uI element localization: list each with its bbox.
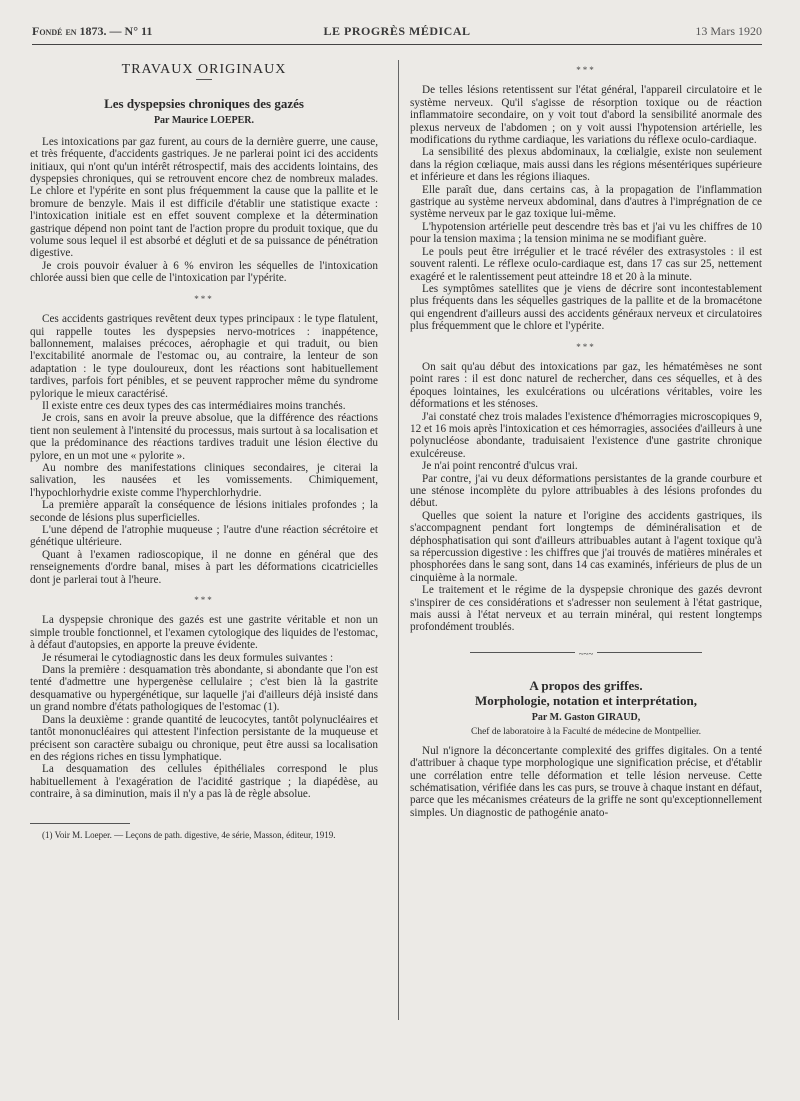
paragraph: Quant à l'examen radioscopique, il ne donne en général que des renseignements d'ordre banal, mises à part les déformations cicatricielles dont je parlerai tout à l'heure. (30, 548, 378, 586)
section-heading: TRAVAUX ORIGINAUX (30, 64, 378, 80)
header-date: 13 Mars 1920 (695, 24, 762, 38)
paragraph: On sait qu'au début des intoxications par gaz, les hématémèses ne sont point rares : il est donc naturel de rechercher, dans ces séquelles, et à des époques lointaines, les exulcérations ou ulcérations véritables, voire les déformations et les sténoses. (410, 360, 762, 411)
article-title: Les dyspepsies chroniques des gazés (104, 96, 304, 112)
paragraph: Dans la deuxième : grande quantité de leucocytes, tantôt polynucléaires et tantôt mononucléaires qui attestent l'infection persistante de la muqueuse et précisent son caractère subaigu ou chronique, peut être aussi sa localisation en des régions riches en tissu lymphatique. (30, 713, 378, 763)
paragraph: Au nombre des manifestations cliniques secondaires, je citerai la salivation, les nausées et les vomissements. Chimiquement, l'hypochlorhydrie existe comme l'hyperchlorhydrie. (30, 461, 378, 499)
section-stars: *** (194, 595, 214, 606)
paragraph: La première apparaît la conséquence de lésions initiales profondes ; la seconde de lésions plus superficielles. (30, 499, 378, 524)
paragraph: L'hypotension artérielle peut descendre très bas et j'ai vu les chiffres de 10 pour la tension maxima ; la tension minima ne se modifiant guère. (410, 220, 762, 246)
article2-author: Par M. Gaston GIRAUD, (531, 711, 641, 723)
paragraph: La dyspepsie chronique des gazés est une gastrite véritable et non un simple trouble fonctionnel, et l'examen cytologique des liquides de l'estomac, à défaut d'autopsies, en apporte la preuve évidente. (30, 614, 378, 652)
section-stars: *** (576, 65, 596, 75)
paragraph: Nul n'ignore la déconcertante complexité des griffes digitales. On a tenté d'attribuer à chaque type morphologique une signification précise, et d'établir une corrélation entre telle déformation et telle lésion nerveuse. Cette schématisation, vérifiée dans les cas purs, se trouve à chaque instant en défaut, parce que les mécanismes créateurs de la griffe ne sont qu'exceptionnellement simples. Un diagnostic de pathogénie anato- (410, 744, 762, 819)
article2-title-line1: A propos des griffes. (529, 677, 643, 693)
footnote: (1) Voir M. Loeper. — Leçons de path. digestive, 4e série, Masson, éditeur, 1919. (42, 829, 336, 840)
paragraph: Je crois pouvoir évaluer à 6 % environ les séquelles de l'intoxication chlorée aussi bien que celle de l'intoxication par l'ypérite. (30, 259, 378, 285)
paragraph: Le traitement et le régime de la dyspepsie chronique des gazés devront s'inspirer de ces considérations et s'adresser non seulement à l'état gastrique, mais aussi à l'état nerveux et au terrain minéral, qui restent longtemps profondément troublés. (410, 584, 762, 634)
paragraph: Il existe entre ces deux types des cas intermédiaires moins tranchés. (42, 399, 346, 412)
header-founded: Fondé en 1873. — N° 11 (32, 24, 153, 38)
paragraph: Les symptômes satellites que je viens de décrire sont incontestablement plus fréquents dans les séquelles gastriques de la pallite et de la bromacétone qui engendrent d'ailleurs aussi des accidents généraux nerveux et circulatoires plus fréquemment que le chlore et l'ypérite. (410, 282, 762, 333)
paragraph: Elle paraît due, dans certains cas, à la propagation de l'inflammation gastrique au système nerveux abdominal, dans d'autres à l'imprégnation de ce système nerveux par le gaz toxique lui-même. (410, 183, 762, 221)
article-separator (410, 648, 762, 659)
header-rule (32, 44, 762, 45)
paragraph: Ces accidents gastriques revêtent deux types principaux : le type flatulent, qui rappelle toutes les dyspepsies nervo-motrices : inappétence, ballonnement, malaises précoces, aérophagie et qui traduit, ou bien l'excitabilité anormale de l'estomac ou, au contraire, la lenteur de son adaptation : le type douloureux, dont les réactions sont habituellement tardives, parfois fort pénibles, et se peuvent rapprocher même du syndrome pylorique le mieux caractérisé. (30, 313, 378, 400)
paragraph: Je n'ai point rencontré d'ulcus vrai. (422, 460, 578, 473)
running-head (32, 24, 762, 40)
section-stars: *** (576, 341, 596, 352)
paragraph: Les intoxications par gaz furent, au cours de la dernière guerre, une cause, et très fréquente, d'accidents gastriques. Je ne parlerai point ici des accidents initiaux, qui n'ont qu'un intérêt rétrospectif, mais des accidents lointains, des dyspepsies chroniques, qui se retrouvent encore chez de nombreux malades. Le chlore et l'ypérite en sont plus fréquemment la cause que la pallite et le bromure de benzyle. Mais il est difficile d'établir une statistique exacte : l'intoxication initiale est en effet souvent complexe et la détermination gastrique dépend non point tant de l'action propre du produit toxique, que du volume sous lequel il est absorbé et dégluti et de sa puissance de pénétration digestive. (30, 135, 378, 260)
paragraph: De telles lésions retentissent sur l'état général, l'appareil circulatoire et le système nerveux. Qu'il s'agisse de résorption toxique ou de réaction inflammatoire secondaire, on y voit tout d'abord la sensibilité anormale des plexus nerveux de l'abdomen ; on y voit aussi l'hypotension artérielle, les modifications du rythme cardiaque, les variations du réflexe oculo-cardiaque. (410, 84, 762, 147)
section-stars: *** (194, 293, 214, 304)
right-column (410, 60, 762, 819)
paragraph: L'une dépend de l'atrophie muqueuse ; l'autre d'une réaction sécrétoire et génétique ultérieure. (30, 524, 378, 549)
journal-title: LE PROGRÈS MÉDICAL (323, 24, 471, 38)
left-column (30, 60, 378, 840)
paragraph: Par contre, j'ai vu deux déformations persistantes de la grande courbure et une sténose incomplète du pylore attribuables à des lésions profondes du début. (410, 472, 762, 510)
paragraph: La desquamation des cellules épithéliales correspond le plus habituellement à l'exagération de l'acidité gastrique ; la diapédèse, au contraire, à sa diminution, mais il n'y a pas là de règle absolue. (30, 763, 378, 801)
column-divider (398, 60, 399, 1020)
paragraph: Je résumerai le cytodiagnostic dans les deux formules suivantes : (42, 651, 334, 664)
article-author: Par Maurice LOEPER. (153, 115, 255, 127)
paragraph: J'ai constaté chez trois malades l'existence d'hémorragies microscopiques 9, 12 et 16 mois après l'intoxication et ces hémorragies, associées d'ailleurs à une polynucléose abondante, traduisaient l'existence d'une gastrite chronique exulcéreuse. (410, 410, 762, 460)
paragraph: Je crois, sans en avoir la preuve absolue, que la différence des réactions tient non seulement à l'intensité du processus, mais surtout à sa localisation et que la prédominance des réactions tardives traduit une lésion élective du pylore, en un mot une « pylorite ». (30, 412, 378, 462)
article2-title-line2: Morphologie, notation et interprétation, (474, 692, 698, 708)
article2-affiliation: Chef de laboratoire à la Faculté de médecine de Montpellier. (470, 727, 702, 738)
paragraph: Le pouls peut être irrégulier et le tracé révéler des extrasystoles : il est souvent ralenti. Le réflexe oculo-cardiaque est, dans 17 cas sur 25, nettement exagéré et le ralentissement peut atteindre 18 et 20 à la minute. (410, 245, 762, 283)
paragraph: Quelles que soient la nature et l'origine des accidents gastriques, ils s'accompagnent pendant fort longtemps de déminéralisation et de déphosphatisation qui sont d'ailleurs attribuables autant à l'agent toxique qu'à sa répercussion digestive : les chiffres que j'ai trouvés de matières minérales et phosphorées dans le sang sont, dans 14 cas examinés, inférieurs de plus de un cinquième à la normale. (410, 509, 762, 584)
separator-ornament: ~~~ (575, 649, 598, 659)
paragraph: Dans la première : desquamation très abondante, si abondante que l'on est tenté d'admettre une hypergenèse cellulaire ; c'est bien là la gastrite desquamative ou hypergénétique, sur laquelle j'ai d'ailleurs déjà insisté dans un grand nombre d'états pathologiques de l'estomac (1). (30, 664, 378, 714)
footnote-rule (30, 823, 130, 824)
paragraph: La sensibilité des plexus abdominaux, la cœlialgie, existe non seulement dans la région cœliaque, mais aussi dans les régions mésentériques supérieure et inférieure et dans les régions iliaques. (410, 146, 762, 184)
article2-title (410, 678, 762, 708)
